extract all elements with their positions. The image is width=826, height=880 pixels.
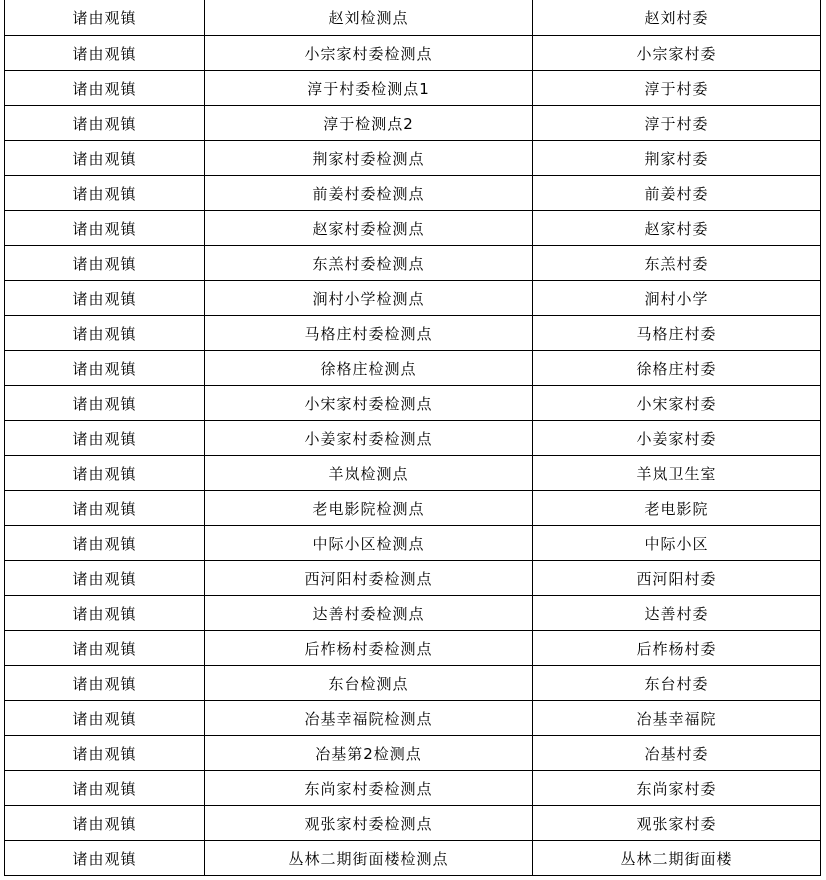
town-cell: 诸由观镇 [5, 491, 205, 526]
location-cell: 小姜家村委 [533, 421, 821, 456]
testing-site-cell: 淳于村委检测点1 [205, 71, 533, 106]
town-cell: 诸由观镇 [5, 211, 205, 246]
town-cell: 诸由观镇 [5, 141, 205, 176]
town-cell: 诸由观镇 [5, 386, 205, 421]
testing-site-cell: 徐格庄检测点 [205, 351, 533, 386]
town-cell: 诸由观镇 [5, 176, 205, 211]
location-cell: 淳于村委 [533, 106, 821, 141]
location-cell: 冶基村委 [533, 736, 821, 771]
town-cell: 诸由观镇 [5, 456, 205, 491]
location-cell: 达善村委 [533, 596, 821, 631]
table-row [5, 351, 821, 386]
location-cell: 涧村小学 [533, 281, 821, 316]
location-cell: 马格庄村委 [533, 316, 821, 351]
town-cell: 诸由观镇 [5, 736, 205, 771]
location-cell: 东台村委 [533, 666, 821, 701]
table-row [5, 771, 821, 806]
testing-site-cell: 东羔村委检测点 [205, 246, 533, 281]
testing-site-cell: 后柞杨村委检测点 [205, 631, 533, 666]
location-cell: 西河阳村委 [533, 561, 821, 596]
location-cell: 丛林二期街面楼 [533, 841, 821, 876]
location-cell: 东羔村委 [533, 246, 821, 281]
location-cell: 中际小区 [533, 526, 821, 561]
town-cell: 诸由观镇 [5, 666, 205, 701]
location-cell: 小宋家村委 [533, 386, 821, 421]
testing-site-cell: 马格庄村委检测点 [205, 316, 533, 351]
table-row [5, 421, 821, 456]
town-cell: 诸由观镇 [5, 701, 205, 736]
testing-site-cell: 丛林二期街面楼检测点 [205, 841, 533, 876]
table-row [5, 71, 821, 106]
town-cell: 诸由观镇 [5, 596, 205, 631]
testing-site-cell: 小宗家村委检测点 [205, 36, 533, 71]
testing-site-cell: 涧村小学检测点 [205, 281, 533, 316]
table-row [5, 106, 821, 141]
town-cell: 诸由观镇 [5, 526, 205, 561]
testing-site-cell: 淳于检测点2 [205, 106, 533, 141]
table-row [5, 0, 821, 36]
testing-site-cell: 观张家村委检测点 [205, 806, 533, 841]
table-row [5, 176, 821, 211]
location-cell: 观张家村委 [533, 806, 821, 841]
table-body [5, 0, 821, 876]
table-row [5, 36, 821, 71]
testing-site-cell: 老电影院检测点 [205, 491, 533, 526]
town-cell: 诸由观镇 [5, 351, 205, 386]
testing-site-cell: 小宋家村委检测点 [205, 386, 533, 421]
location-cell: 前姜村委 [533, 176, 821, 211]
table-row [5, 631, 821, 666]
location-cell: 老电影院 [533, 491, 821, 526]
table-row [5, 561, 821, 596]
testing-site-cell: 冶基第2检测点 [205, 736, 533, 771]
table-row [5, 491, 821, 526]
town-cell: 诸由观镇 [5, 281, 205, 316]
table-row [5, 666, 821, 701]
table-row [5, 211, 821, 246]
location-cell: 东尚家村委 [533, 771, 821, 806]
testing-site-cell: 荆家村委检测点 [205, 141, 533, 176]
table-row [5, 141, 821, 176]
table-row [5, 596, 821, 631]
table-row [5, 841, 821, 876]
town-cell: 诸由观镇 [5, 0, 205, 36]
testing-site-cell: 达善村委检测点 [205, 596, 533, 631]
table-row [5, 701, 821, 736]
testing-site-cell: 小姜家村委检测点 [205, 421, 533, 456]
table-row [5, 316, 821, 351]
table-row [5, 806, 821, 841]
location-cell: 淳于村委 [533, 71, 821, 106]
testing-site-cell: 羊岚检测点 [205, 456, 533, 491]
town-cell: 诸由观镇 [5, 36, 205, 71]
town-cell: 诸由观镇 [5, 841, 205, 876]
testing-site-cell: 前姜村委检测点 [205, 176, 533, 211]
town-cell: 诸由观镇 [5, 631, 205, 666]
location-cell: 羊岚卫生室 [533, 456, 821, 491]
testing-site-cell: 中际小区检测点 [205, 526, 533, 561]
testing-site-table [4, 0, 821, 876]
location-cell: 荆家村委 [533, 141, 821, 176]
table-row [5, 526, 821, 561]
table-row [5, 281, 821, 316]
testing-site-cell: 冶基幸福院检测点 [205, 701, 533, 736]
testing-site-cell: 东尚家村委检测点 [205, 771, 533, 806]
location-cell: 小宗家村委 [533, 36, 821, 71]
location-cell: 赵家村委 [533, 211, 821, 246]
location-cell: 徐格庄村委 [533, 351, 821, 386]
town-cell: 诸由观镇 [5, 316, 205, 351]
town-cell: 诸由观镇 [5, 806, 205, 841]
testing-site-cell: 赵家村委检测点 [205, 211, 533, 246]
table-row [5, 456, 821, 491]
location-cell: 后柞杨村委 [533, 631, 821, 666]
location-cell: 赵刘村委 [533, 0, 821, 36]
testing-site-cell: 赵刘检测点 [205, 0, 533, 36]
table-row [5, 246, 821, 281]
town-cell: 诸由观镇 [5, 771, 205, 806]
town-cell: 诸由观镇 [5, 71, 205, 106]
testing-site-table-container [4, 0, 820, 876]
town-cell: 诸由观镇 [5, 561, 205, 596]
table-row [5, 386, 821, 421]
testing-site-cell: 东台检测点 [205, 666, 533, 701]
town-cell: 诸由观镇 [5, 421, 205, 456]
table-row [5, 736, 821, 771]
testing-site-cell: 西河阳村委检测点 [205, 561, 533, 596]
town-cell: 诸由观镇 [5, 106, 205, 141]
location-cell: 冶基幸福院 [533, 701, 821, 736]
town-cell: 诸由观镇 [5, 246, 205, 281]
